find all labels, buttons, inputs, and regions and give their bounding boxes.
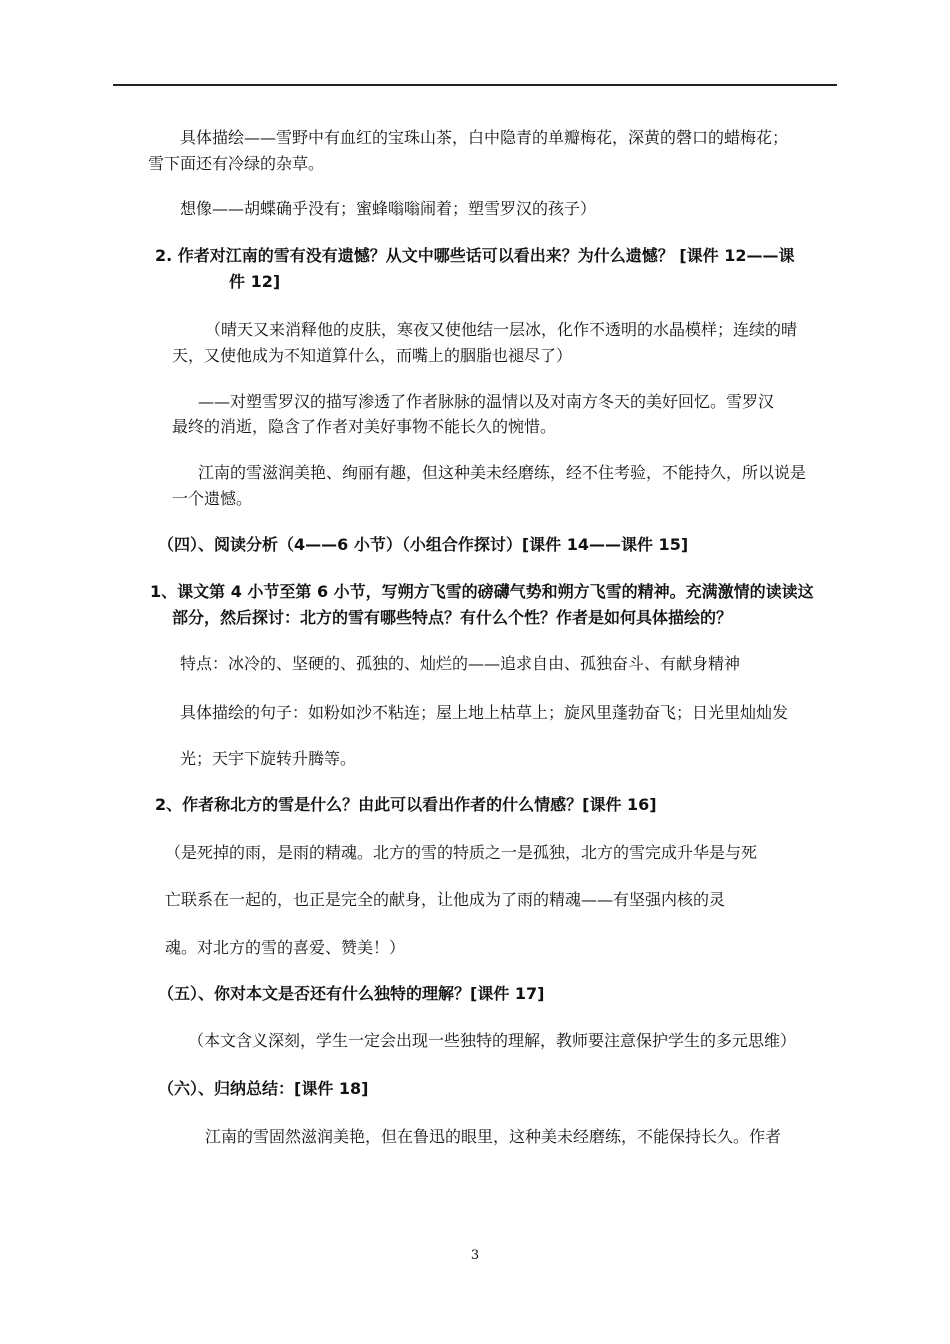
question-heading: 1、课文第 4 小节至第 6 小节，写朔方飞雪的磅礴气势和朔方飞雪的精神。充满激情的读读这 xyxy=(150,582,814,601)
text-line: 最终的消逝，隐含了作者对美好事物不能长久的惋惜。 xyxy=(172,417,557,436)
text-line: 特点：冰冷的、坚硬的、孤独的、灿烂的——追求自由、孤独奋斗、有献身精神 xyxy=(180,654,741,673)
text-line: 一个遗憾。 xyxy=(172,489,253,508)
question-heading: 件 12] xyxy=(229,272,281,291)
question-heading: 部分，然后探讨：北方的雪有哪些特点？有什么个性？作者是如何具体描绘的？ xyxy=(172,608,733,627)
text-line: （晴天又来消释他的皮肤，寒夜又使他结一层冰，化作不透明的水晶模样；连续的晴 xyxy=(205,320,798,339)
text-line: 魂。对北方的雪的喜爱、赞美！） xyxy=(165,938,406,957)
header-rule xyxy=(113,84,837,86)
section-heading: （六）、归纳总结：[课件 18] xyxy=(158,1079,369,1098)
section-heading: （五）、你对本文是否还有什么独特的理解？[课件 17] xyxy=(158,984,545,1003)
text-line: 亡联系在一起的，也正是完全的献身，让他成为了雨的精魂——有坚强内核的灵 xyxy=(165,890,726,909)
text-line: 具体描绘——雪野中有血红的宝珠山茶，白中隐青的单瓣梅花，深黄的磬口的蜡梅花； xyxy=(180,128,789,147)
text-line: （是死掉的雨，是雨的精魂。北方的雪的特质之一是孤独，北方的雪完成升华是与死 xyxy=(165,843,758,862)
text-line: 天，又使他成为不知道算什么，而嘴上的胭脂也褪尽了） xyxy=(172,346,573,365)
text-line: ——对塑雪罗汉的描写渗透了作者脉脉的温情以及对南方冬天的美好回忆。雪罗汉 xyxy=(198,392,775,411)
question-heading: 2. 作者对江南的雪有没有遗憾？从文中哪些话可以看出来？为什么遗憾？ [课件 12——课 xyxy=(155,246,795,265)
question-heading: 2、作者称北方的雪是什么？由此可以看出作者的什么情感？[课件 16] xyxy=(155,795,657,814)
text-line: 江南的雪滋润美艳、绚丽有趣，但这种美未经磨练，经不住考验，不能持久，所以说是 xyxy=(198,463,807,482)
section-heading: （四）、阅读分析（4——6 小节）（小组合作探讨）[课件 14——课件 15] xyxy=(158,535,689,554)
text-line: （本文含义深刻，学生一定会出现一些独特的理解，教师要注意保护学生的多元思维） xyxy=(188,1031,797,1050)
text-line: 具体描绘的句子：如粉如沙不粘连；屋上地上枯草上；旋风里蓬勃奋飞；日光里灿灿发 xyxy=(180,703,789,722)
text-line: 江南的雪固然滋润美艳，但在鲁迅的眼里，这种美未经磨练，不能保持长久。作者 xyxy=(205,1127,782,1146)
text-line: 光；天宇下旋转升腾等。 xyxy=(180,749,357,768)
text-line: 想像——胡蝶确乎没有；蜜蜂嗡嗡闹着；塑雪罗汉的孩子） xyxy=(180,199,597,218)
page-number: 3 xyxy=(470,1248,480,1263)
text-line: 雪下面还有冷绿的杂草。 xyxy=(148,154,325,173)
